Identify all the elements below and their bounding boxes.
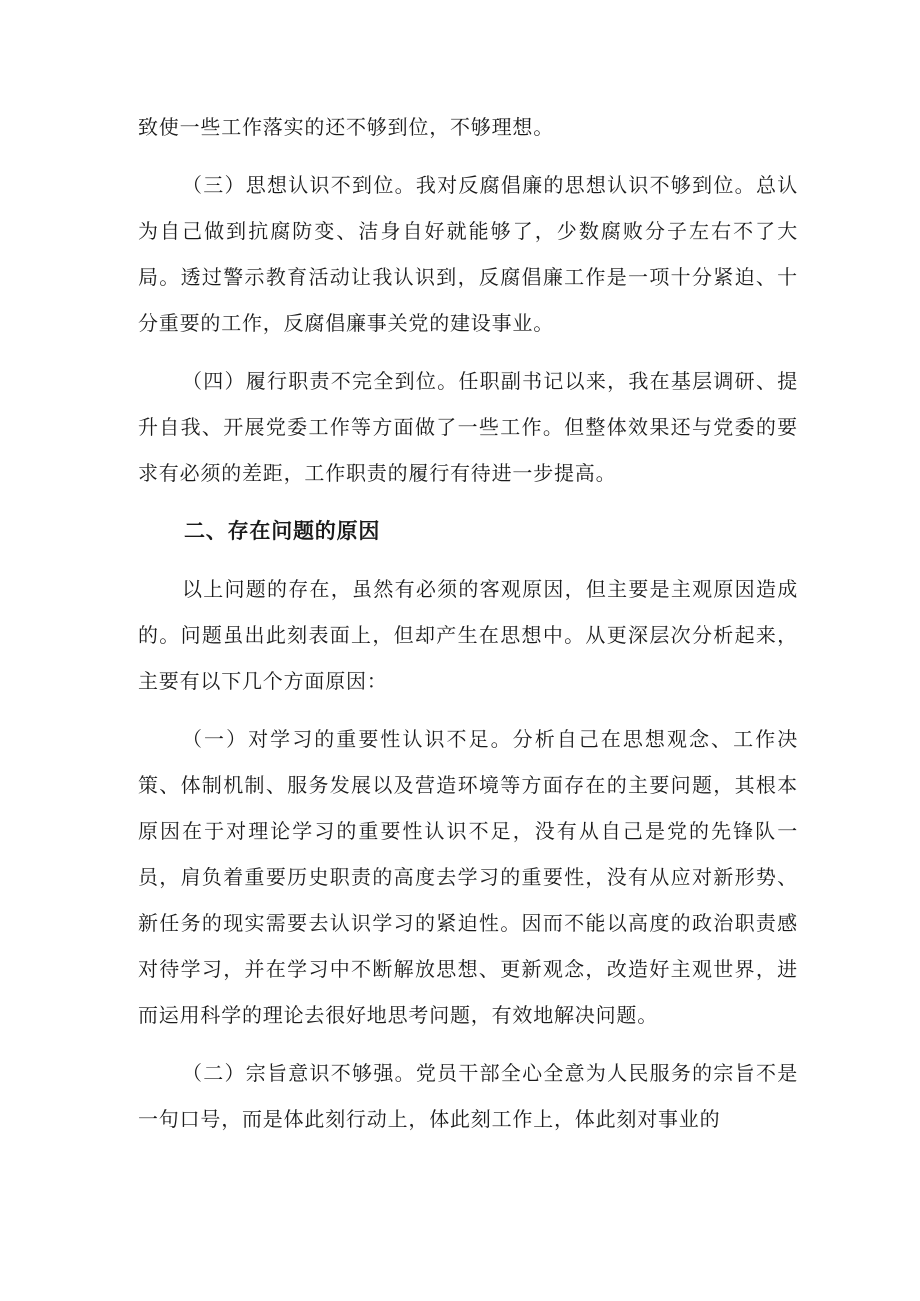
paragraph-reason-1: （一）对学习的重要性认识不足。分析自己在思想观念、工作决策、体制机制、服务发展以及营造环境等方面存在的主要问题，其根本原因在于对理论学习的重要性认识不足，没有从自己是党的先锋队一员，肩负着重要历史职责的高度去学习的重要性，没有从应对新形势、新任务的现实需要去认识学习的紧迫性。因而不能以高度的政治职责感对待学习，并在学习中不断解放思想、更新观念，改造好主观世界，进而运用科学的理论去很好地思考问题，有效地解决问题。: [138, 727, 798, 1027]
paragraph-item-4: （四）履行职责不完全到位。任职副书记以来，我在基层调研、提升自我、开展党委工作等方面做了一些工作。但整体效果还与党委的要求有必须的差距，工作职责的履行有待进一步提高。: [138, 369, 798, 485]
section-heading: 二、存在问题的原因: [184, 518, 381, 543]
document-page: [138, 104, 798, 1142]
paragraph-reason-2: （二）宗旨意识不够强。党员干部全心全意为人民服务的宗旨不是一句口号，而是体此刻行动上，体此刻工作上，体此刻对事业的: [138, 1061, 798, 1131]
paragraph-item-3: （三）思想认识不到位。我对反腐倡廉的思想认识不够到位。总认为自己做到抗腐防变、洁身自好就能够了，少数腐败分子左右不了大局。透过警示教育活动让我认识到，反腐倡廉工作是一项十分紧迫、十分重要的工作，反腐倡廉事关党的建设事业。: [138, 173, 798, 335]
paragraph-continuation: 致使一些工作落实的还不够到位，不够理想。: [138, 115, 554, 139]
paragraph-intro: 以上问题的存在，虽然有必须的客观原因，但主要是主观原因造成的。问题虽出此刻表面上，但却产生在思想中。从更深层次分析起来，主要有以下几个方面原因：: [138, 577, 798, 693]
